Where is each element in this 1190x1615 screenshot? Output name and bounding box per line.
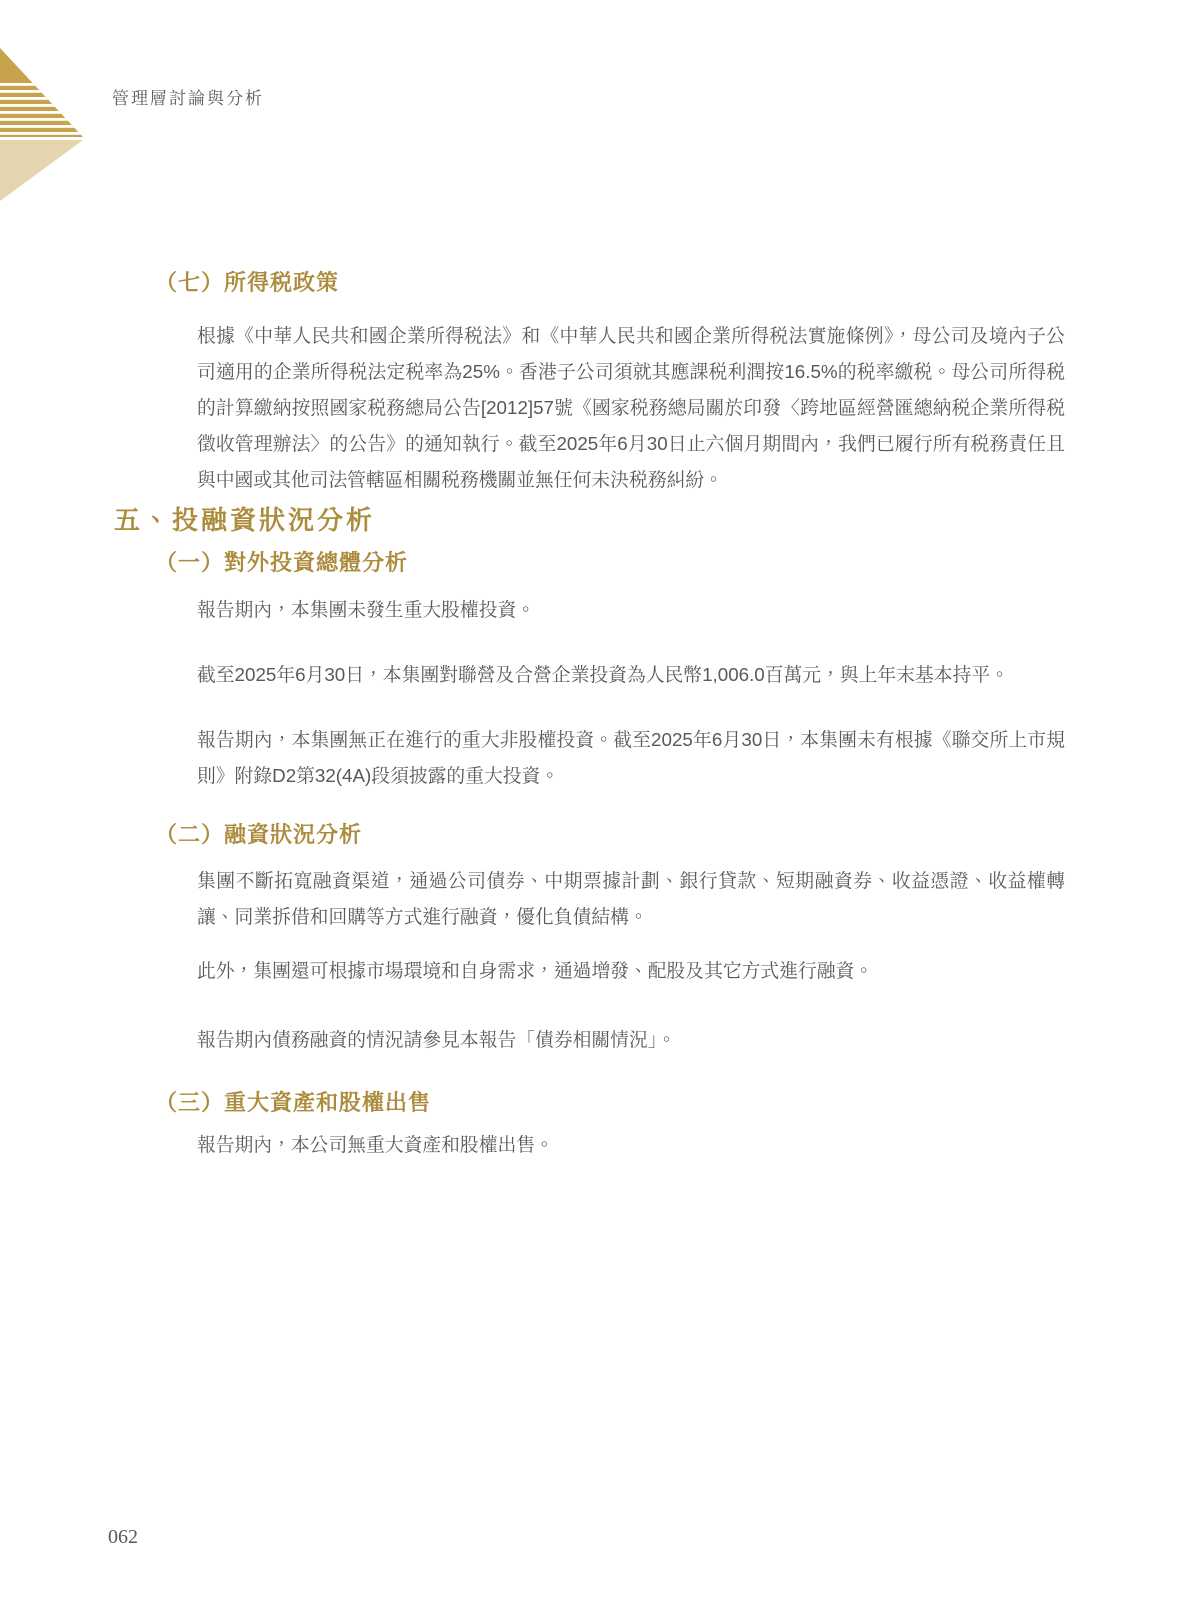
running-header-title: 管理層討論與分析 — [112, 89, 264, 108]
heading-external-investment: （一）對外投資總體分析 — [155, 550, 409, 575]
corner-triangle-decoration — [0, 48, 86, 201]
page-number: 062 — [108, 1526, 138, 1548]
paragraph-external-investment-1: 報告期內，本集團未發生重大股權投資。 — [197, 599, 536, 620]
heading-invest-financing: 五、投融資狀況分析 — [114, 505, 376, 535]
paragraph-asset-sale-1: 報告期內，本公司無重大資產和股權出售。 — [197, 1134, 554, 1155]
paragraph-external-investment-2: 截至2025年6月30日，本集團對聯營及合營企業投資為人民幣1,006.0百萬元，與上年末基本持平。 — [197, 664, 1009, 685]
paragraph-tax-policy: 根據《中華人民共和國企業所得税法》和《中華人民共和國企業所得税法實施條例》，母公司及境內子公司適用的企業所得税法定税率為25%。香港子公司須就其應課税利潤按16.5%的税率繳税。母公司所得税的計算繳納按照國家税務總局公告[2012]57號《國家税務總局關於印發〈跨地區經營匯總納税企業所得税徵收管理辦法〉的公告》的通知執行。截至2025年6月30日止六個月期間內，我們已履行所有税務責任且與中國或其他司法管轄區相關税務機關並無任何未決税務糾紛。 — [197, 325, 1065, 490]
paragraph-external-investment-3: 報告期內，本集團無正在進行的重大非股權投資。截至2025年6月30日，本集團未有根據《聯交所上市規則》附錄D2第32(4A)段須披露的重大投資。 — [197, 729, 1065, 786]
paragraph-financing-status-3: 報告期內債務融資的情況請參見本報告「債券相關情況」。 — [197, 1029, 676, 1050]
heading-asset-sale: （三）重大資產和股權出售 — [155, 1090, 432, 1115]
paragraph-financing-status-1: 集團不斷拓寬融資渠道，通過公司債券、中期票據計劃、銀行貸款、短期融資券、收益憑證、收益權轉讓、同業拆借和回購等方式進行融資，優化負債結構。 — [197, 870, 1065, 927]
heading-financing-status: （二）融資狀況分析 — [155, 822, 363, 847]
heading-tax-policy: （七）所得税政策 — [155, 270, 340, 295]
paragraph-financing-status-2: 此外，集團還可根據市場環境和自身需求，通過增發、配股及其它方式進行融資。 — [197, 960, 874, 981]
